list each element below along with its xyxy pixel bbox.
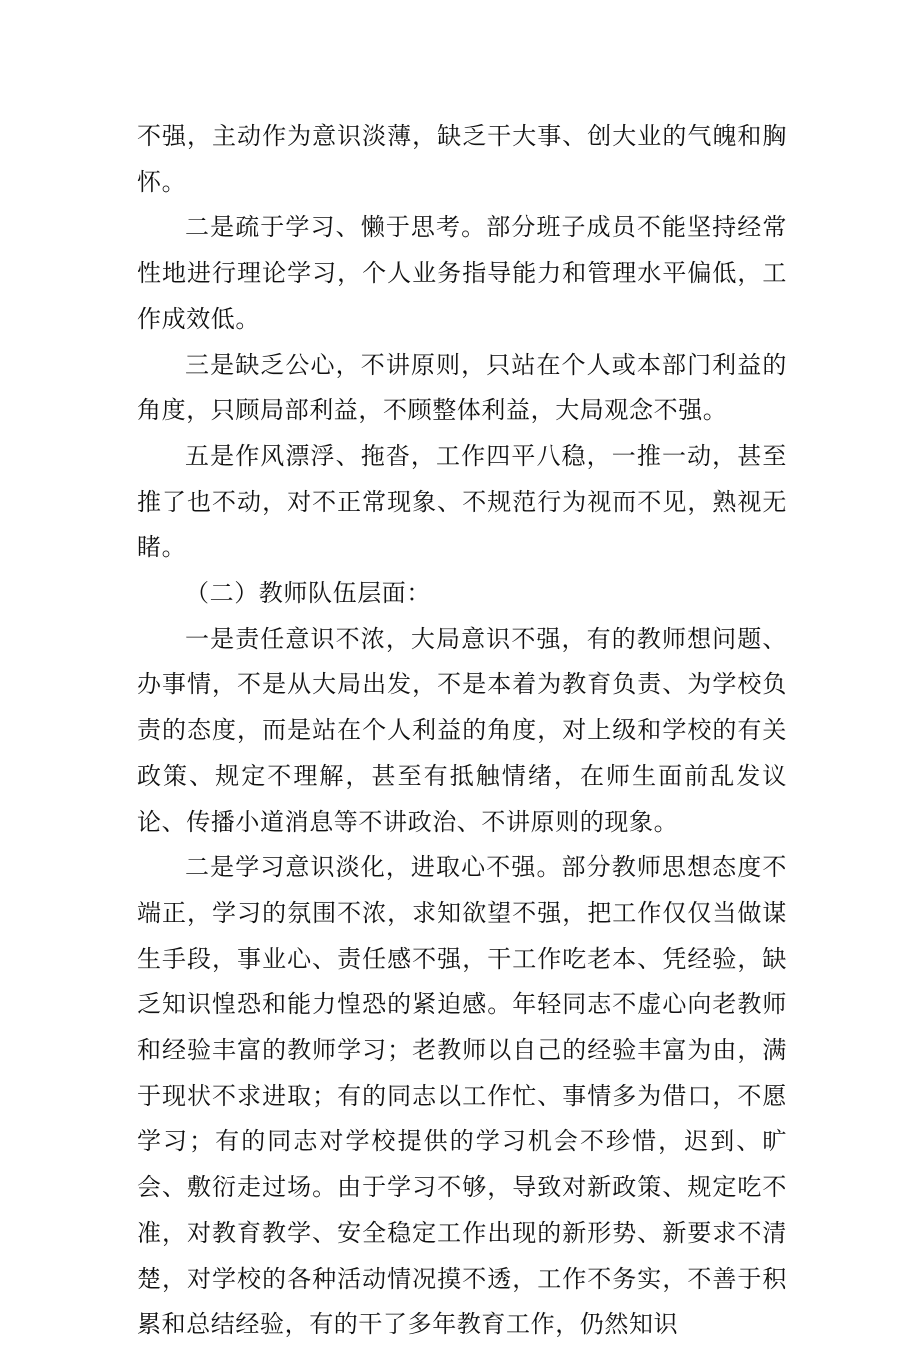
document-body [137, 114, 787, 1348]
paragraph-point-two-study: 二是疏于学习、懒于思考。部分班子成员不能坚持经常性地进行理论学习，个人业务指导能力和管理水平偏低，工作成效低。 [137, 213, 787, 333]
section-heading-teachers: （二）教师队伍层面： [185, 579, 431, 608]
paragraph-point-five-style: 五是作风漂浮、拖沓，工作四平八稳，一推一动，甚至推了也不动，对不正常现象、不规范行为视而不见，熟视无睹。 [137, 441, 787, 562]
paragraph-teacher-point-one: 一是责任意识不浓，大局意识不强，有的教师想问题、办事情，不是从大局出发，不是本着为教育负责、为学校负责的态度，而是站在个人利益的角度，对上级和学校的有关政策、规定不理解，甚至有抵触情绪，在师生面前乱发议论、传播小道消息等不讲政治、不讲原则的现象。 [137, 624, 787, 836]
paragraph-point-three-principle: 三是缺乏公心，不讲原则，只站在个人或本部门利益的角度，只顾局部利益，不顾整体利益，大局观念不强。 [137, 350, 787, 425]
paragraph-continuation: 不强，主动作为意识淡薄，缺乏干大事、创大业的气魄和胸怀。 [137, 122, 787, 196]
paragraph-teacher-point-two: 二是学习意识淡化，进取心不强。部分教师思想态度不端正，学习的氛围不浓，求知欲望不强，把工作仅仅当做谋生手段，事业心、责任感不强，干工作吃老本、凭经验，缺乏知识惶恐和能力惶恐的紧迫感。年轻同志不虚心向老教师和经验丰富的教师学习；老教师以自己的经验丰富为由，满于现状不求进取；有的同志以工作忙、事情多为借口，不愿学习；有的同志对学校提供的学习机会不珍惜，迟到、旷会、敷衍走过场。由于学习不够，导致对新政策、规定吃不准，对教育教学、安全稳定工作出现的新形势、新要求不清楚，对学校的各种活动情况摸不透，工作不务实，不善于积累和总结经验，有的干了多年教育工作，仍然知识 [137, 853, 787, 1339]
